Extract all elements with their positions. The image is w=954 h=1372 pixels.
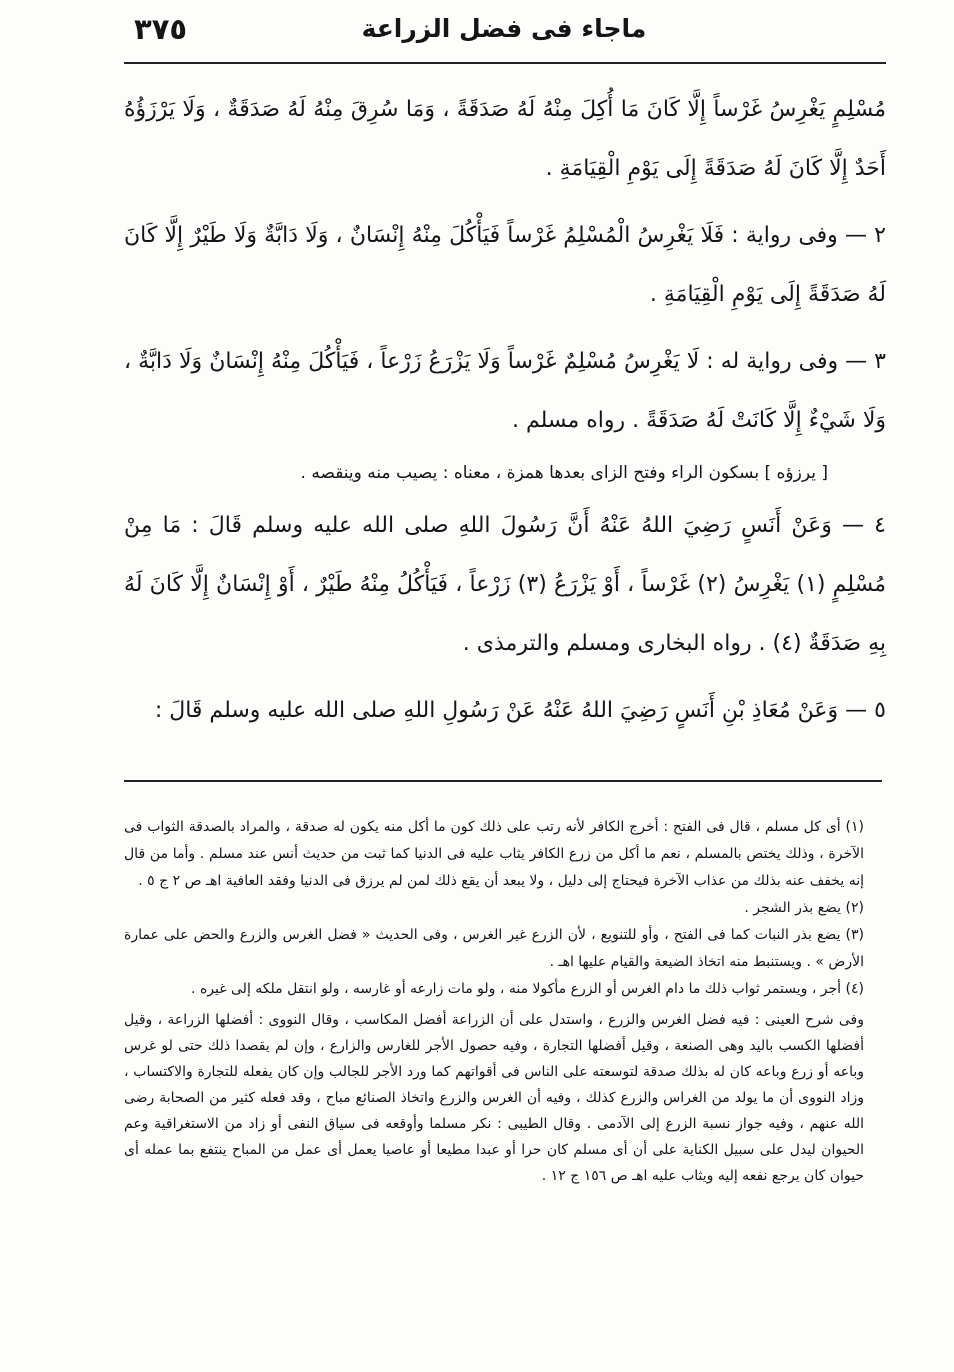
hadith-paragraph-3: ٣ — وفى رواية له : لَا يَغْرِسُ مُسْلِمٌ غَرْساً وَلَا يَزْرَعُ زَرْعاً ، فَيَأْكُلَ مِنْهُ إِنْسَانٌ وَلَا دَابَّةٌ ، وَلَا شَيْءٌ إِلَّا كَانَتْ لَهُ صَدَقَةً . رواه مسلم . [124, 349, 886, 433]
word-gloss-note: [ يرزؤه ] بسكون الراء وفتح الزاى بعدها همزة ، معناه : يصيب منه وينقصه . [300, 463, 828, 483]
page-header [124, 12, 884, 52]
hadith-paragraph-4: ٤ — وَعَنْ أَنَسٍ رَضِيَ اللهُ عَنْهُ أَنَّ رَسُولَ اللهِ صلى الله عليه وسلم قَالَ : مَا مِنْ مُسْلِمٍ (١) يَغْرِسُ (٢) غَرْساً ، أَوْ يَزْرَعُ (٣) زَرْعاً ، فَيَأْكُلُ مِنْهُ طَيْرٌ ، أَوْ إِنْسَانٌ إِلَّا كَانَ لَهُ بِهِ صَدَقَةٌ (٤) . رواه البخارى ومسلم والترمذى . [124, 513, 887, 656]
footnotes [124, 814, 886, 1189]
footnote-3: (٣) يضع بذر النبات كما فى الفتح ، وأو للتنويع ، لأن الزرع غير الغرس ، وفى الحديث « فضل الغرس والزرع والحض على عمارة الأرض » . ويستنبط منه اتخاذ الضيعة والقيام عليها اهـ . [124, 927, 864, 970]
footnote-1: (١) أى كل مسلم ، قال فى الفتح : أخرج الكافر لأنه رتب على ذلك كون ما أكل منه يكون له صدقة ، والمراد بالصدقة الثواب فى الآخرة ، وذلك يختص بالمسلم ، نعم ما أكل من زرع الكافر يثاب عليه فى الدنيا كما ثبت من حديث أنس عند مسلم . وأما من قال إنه يخفف عنه بذلك من عذاب الآخرة فيحتاج إلى دليل ، ولا يبعد أن يقع ذلك لمن لم يرزق فى الدنيا وفقد العافية اهـ ص ٢ ج ٥ . [124, 819, 864, 889]
hadith-paragraph-2: ٢ — وفى رواية : فَلَا يَغْرِسُ الْمُسْلِمُ غَرْساً فَيَأْكُلَ مِنْهُ إِنْسَانٌ ، وَلَا دَابَّةٌ وَلَا طَيْرٌ إِلَّا كَانَ لَهُ صَدَقَةً إِلَى يَوْمِ الْقِيَامَةِ . [124, 223, 886, 307]
hadith-paragraph-5: ٥ — وَعَنْ مُعَاذِ بْنِ أَنَسٍ رَضِيَ اللهُ عَنْهُ عَنْ رَسُولِ اللهِ صلى الله عليه وسلم قَالَ : [154, 698, 886, 723]
footnote-4: (٤) أجر ، ويستمر ثواب ذلك ما دام الغرس أو الزرع مأكولا منه ، ولو مات زارعه أو غارسه ، ولو انتقل ملكه إلى غيره . [191, 981, 864, 997]
main-text [124, 80, 886, 740]
running-title: ماجاء فى فضل الزراعة [361, 14, 647, 43]
footnote-rule [124, 780, 882, 782]
header-rule [124, 62, 886, 64]
page-number: ٣٧٥ [134, 12, 188, 46]
hadith-paragraph-1: مُسْلِمٍ يَغْرِسُ غَرْساً إِلَّا كَانَ مَا أُكِلَ مِنْهُ لَهُ صَدَقَةً ، وَمَا سُرِقَ مِنْهُ لَهُ صَدَقَةٌ ، وَلَا يَرْزَؤُهُ أَحَدٌ إِلَّا كَانَ لَهُ صَدَقَةً إِلَى يَوْمِ الْقِيَامَةِ . [124, 97, 886, 181]
commentary-paragraph: وفى شرح العينى : فيه فضل الغرس والزرع ، واستدل على أن الزراعة أفضل المكاسب ، وقال النووى : أفضلها الزراعة ، وقيل أفضلها الكسب باليد وهى الصنعة ، وقيل أفضلها التجارة ، وفيه حصول الأجر للغارس والزارع ، وإن لم يقصدا ذلك حتى لو غرس وباعه أو زرع وباعه كان له بذلك صدقة لتوسعته على الناس فى أقواتهم كما ورد الأجر للجالب وإن كان يفعله للتجارة والاكتساب ، وزاد النووى أن ما يولد من الغراس والزرع كذلك ، وفيه أن الغرس والزرع واتخاذ الصنائع مباح ، وقد فعله كثير من الصحابة رضى الله عنهم ، وفيه جواز نسبة الزرع إلى الآدمى . وقال الطيبى : نكر مسلما وأوقعه فى سياق النفى أو زاد من الاستغراقية وعم الحيوان ليدل على سبيل الكناية على أن أى مسلم كان حرا أو عبدا مطيعا أو عاصيا يعمل أى عمل من المباح ينتفع بما عمله أى حيوان كان يرجع نفعه إليه ويثاب عليه اهـ ص ١٥٦ ج ١٢ . [124, 1012, 864, 1184]
footnote-2: (٢) يضع بذر الشجر . [744, 900, 864, 916]
